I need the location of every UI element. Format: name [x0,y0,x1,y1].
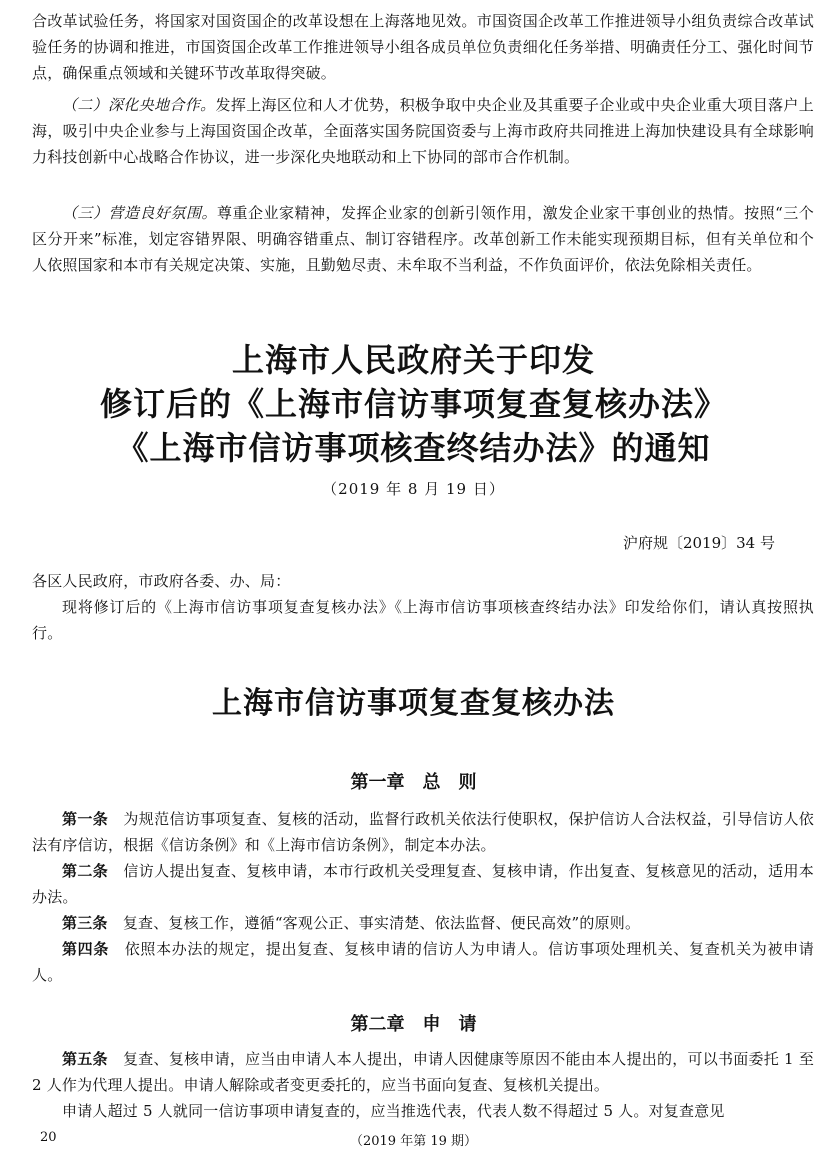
section-lead: （二）深化央地合作。 [62,96,216,114]
article-text: 依照本办法的规定，提出复查、复核申请的信访人为申请人。信访事项处理机关、复查机关为被申请人。 [32,940,814,984]
notice-body: 现将修订后的《上海市信访事项复查复核办法》《上海市信访事项核查终结办法》印发给你们，请认真按照执行。 [32,598,814,642]
notice-title-line-1: 上海市人民政府关于印发 [231,341,595,379]
article-text: 信访人提出复查、复核申请，本市行政机关受理复查、复核申请，作出复查、复核意见的活动，适用本办法。 [32,862,815,906]
section-good-atmosphere [32,200,814,278]
section-text: 尊重企业家精神，发挥企业家的创新引领作用，激发企业家干事创业的热情。按照“三个区分开来”标准，划定容错界限、明确容错重点、制订容错程序。改革创新工作未能实现预期目标，但有关单位和个人依照国家和本市有关规定决策、实施，且勤勉尽责、未牟取不当利益，不作负面评价，依法免除相关责任。 [32,204,814,274]
article-lead: 第四条 [62,940,110,958]
article-4 [32,936,814,988]
article-text: 为规范信访事项复查、复核的活动，监督行政机关依法行使职权，保护信访人合法权益，引导信访人依法有序信访，根据《信访条例》和《上海市信访条例》，制定本办法。 [32,810,815,854]
document-number: 沪府规〔2019〕34 号 [622,534,775,552]
section-deepen-cooperation [32,92,814,170]
measures-title: 上海市信访事项复查复核办法 [212,686,615,721]
article-lead: 第二条 [62,862,109,880]
continuation-paragraph: 合改革试验任务，将国家对国资国企的改革设想在上海落地见效。市国资国企改革工作推进领导小组负责综合改革试验任务的协调和推进，市国资国企改革工作推进领导小组各成员单位负责细化任务举措、明确责任分工、强化时间节点，确保重点领域和关键环节改革取得突破。 [32,12,814,82]
article-5 [32,1046,814,1098]
section-lead: （三）营造良好氛围。 [62,204,218,222]
chapter-2-heading: 第二章 申 请 [350,1014,477,1035]
section-text: 发挥上海区位和人才优势，积极争取中央企业及其重要子企业或中央企业重大项目落户上海，吸引中央企业参与上海国资国企改革，全面落实国务院国资委与上海市政府共同推进上海加快建设具有全球影响力科技创新中心战略合作协议，进一步深化央地联动和上下协同的部市合作机制。 [32,96,814,166]
article-lead: 第五条 [62,1050,108,1068]
article-2 [32,858,814,910]
article-lead: 第一条 [62,810,109,828]
page-number: 20 [40,1130,57,1145]
notice-title-line-2: 修订后的《上海市信访事项复查复核办法》 [99,385,727,423]
notice-date: （2019 年 8 月 19 日） [322,480,505,498]
article-3 [32,910,814,936]
notice-title-line-3: 《上海市信访事项核查终结办法》的通知 [116,429,711,467]
addressee: 各区人民政府，市政府各委、办、局： [32,572,291,590]
article-text: 复查、复核工作，遵循“客观公正、事实清楚、依法监督、便民高效”的原则。 [122,914,641,932]
chapter-1-heading: 第一章 总 则 [350,772,477,793]
article-5-continuation: 申请人超过 5 人就同一信访事项申请复查的，应当推选代表，代表人数不得超过 5 人。对复查意见 [62,1102,725,1120]
article-1 [32,806,814,858]
article-lead: 第三条 [62,914,108,932]
article-text: 复查、复核申请，应当由申请人本人提出，申请人因健康等原因不能由本人提出的，可以书面委托 1 至 2 人作为代理人提出。申请人解除或者变更委托的，应当书面向复查、复核机关提出。 [32,1050,815,1094]
issue-number: （2019 年第 19 期） [349,1134,478,1149]
